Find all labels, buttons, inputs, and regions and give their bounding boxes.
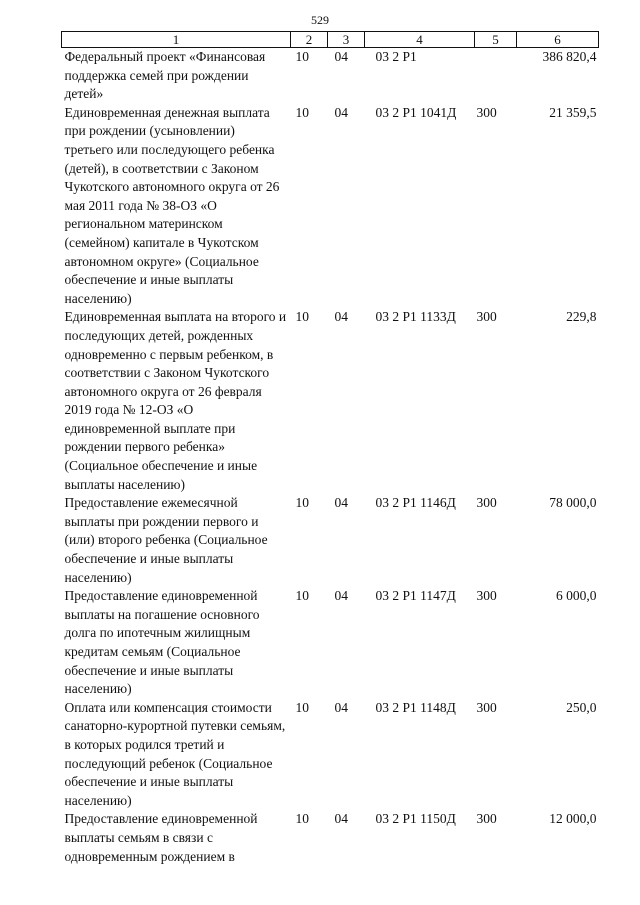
page-number: 529 [311,13,329,27]
row-target-article: 03 2 P1 [375,49,417,64]
column-header: 4 [365,32,475,48]
row-expense-type: 300 [476,699,497,715]
row-subsection: 04 [334,309,348,325]
row-target-article: 03 2 P1 1133Д [375,309,456,325]
row-subsection: 04 [334,699,348,715]
row-name: Единовременная денежная выплата при рождении (усыновлении) третьего или последующего ребенка (детей), в соответствии с Законом Чукотского автономного округа от 26 мая 2011 года № 38-ОЗ «О региональном материнском (семейном) капитале в Чукотском автономном округе» (Социальное обеспечение и иные выплаты населению) [64,104,280,306]
row-name: Предоставление единовременной выплаты на погашение основного долга по ипотечным жилищным кредитам семьям (Социальное обеспечение и иные выплаты населению) [64,588,260,697]
row-section: 10 [295,588,309,604]
row-name: Единовременная выплата на второго и последующих детей, рожденных одновременно с первым ребенком, в соответствии с Законом Чукотского автономного округа от 26 февраля 2019 года № 12-ОЗ «О единовременной выплате при рождении первого ребенка» (Социальное обеспечение и иные выплаты населению) [64,309,287,492]
header-row [62,32,599,48]
row-section: 10 [295,699,309,715]
table-row [62,494,599,587]
row-name: Предоставление ежемесячной выплаты при рождении первого и (или) второго ребенка (Социальное обеспечение и иные выплаты населению) [64,495,268,585]
row-amount: 386 820,4 [542,49,597,64]
table-row [62,308,599,494]
table-row [62,48,599,104]
row-amount: 250,0 [566,699,597,715]
row-target-article: 03 2 P1 1147Д [375,588,456,604]
column-header: 6 [517,32,599,48]
row-section: 10 [295,811,309,827]
row-name: Оплата или компенсация стоимости санаторно-курортной путевки семьям, в которых родился третий и последующий ребенок (Социальное обеспечение и иные выплаты населению) [64,699,286,808]
row-subsection: 04 [334,588,348,604]
budget-table [61,31,599,866]
row-name: Предоставление единовременной выплаты семьям в связи с одновременным рождением в [64,811,258,864]
table-row [62,810,599,866]
row-expense-type: 300 [476,495,497,511]
row-target-article: 03 2 P1 1148Д [375,699,456,715]
row-expense-type: 300 [476,588,497,604]
row-name: Федеральный проект «Финансовая поддержка семей при рождении детей» [64,49,266,102]
row-target-article: 03 2 P1 1041Д [375,104,457,120]
row-subsection: 04 [334,495,348,511]
row-expense-type: 300 [476,104,497,120]
column-header: 5 [475,32,517,48]
row-subsection: 04 [334,104,348,120]
row-section: 10 [295,495,309,511]
row-target-article: 03 2 P1 1150Д [375,811,456,827]
row-amount: 78 000,0 [549,495,597,511]
row-target-article: 03 2 P1 1146Д [375,495,456,511]
row-section: 10 [295,309,309,325]
table-row [62,699,599,811]
column-header: 3 [328,32,365,48]
row-amount: 6 000,0 [556,588,597,604]
row-subsection: 04 [334,49,348,64]
row-section: 10 [295,104,309,120]
row-section: 10 [295,49,309,64]
row-amount: 21 359,5 [549,104,597,120]
row-amount: 12 000,0 [549,811,597,827]
column-header: 1 [62,32,291,48]
column-header: 2 [291,32,328,48]
row-amount: 229,8 [566,309,597,325]
row-expense-type: 300 [476,309,497,325]
row-expense-type: 300 [476,811,497,827]
table-row [62,104,599,309]
row-subsection: 04 [334,811,348,827]
table-row [62,587,599,699]
row-expense-type [475,48,517,104]
